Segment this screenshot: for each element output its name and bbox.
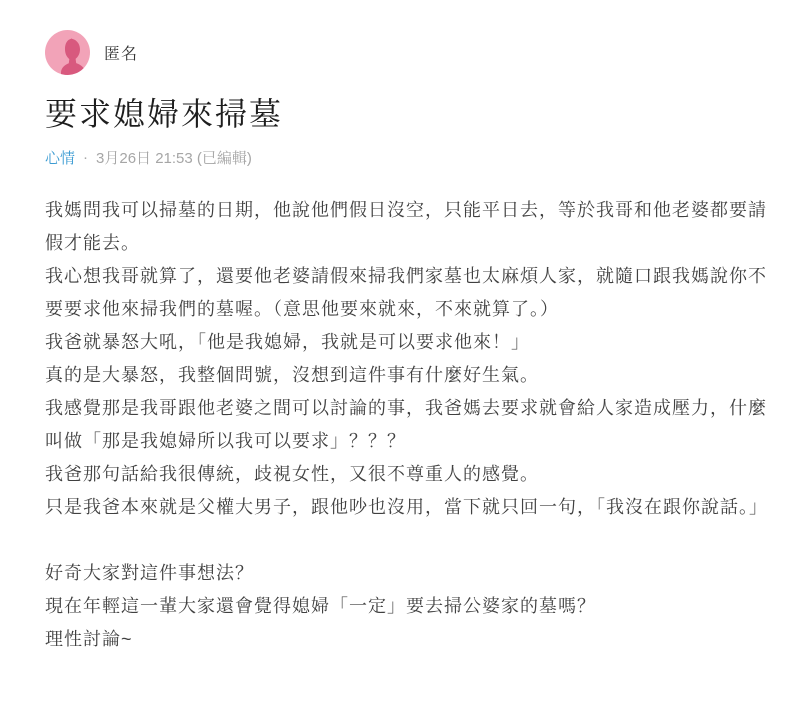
body-paragraph: 理性討論~ [45, 629, 133, 649]
body-paragraph: 我爸就暴怒大吼，「他是我媳婦，我就是可以要求他來！」 [45, 332, 530, 352]
body-paragraph: 只是我爸本來就是父權大男子，跟他吵也沒用，當下就只回一句，「我沒在跟你說話。」 [45, 497, 768, 517]
body-paragraph: 我媽問我可以掃墓的日期，他說他們假日沒空，只能平日去，等於我哥和他老婆都要請假才能去。 [45, 200, 767, 253]
body-paragraph: 好奇大家對這件事想法？ [45, 563, 254, 583]
anonymous-avatar [45, 30, 90, 75]
body-paragraph: 真的是大暴怒，我整個問號，沒想到這件事有什麼好生氣。 [45, 365, 539, 385]
topic-link[interactable]: 心情 [45, 150, 76, 167]
author-row[interactable] [45, 30, 770, 75]
body-paragraph: 我心想我哥就算了，還要他老婆請假來掃我們家墓也太麻煩人家，就隨口跟我媽說你不要要求他來掃我們的墓喔。（意思他要來就來，不來就算了。） [45, 266, 767, 319]
meta-separator: · [83, 149, 89, 166]
post-body [45, 194, 770, 656]
body-paragraph: 現在年輕這一輩大家還會覺得媳婦「一定」要去掃公婆家的墓嗎？ [45, 596, 596, 616]
post-timestamp: 3月26日 21:53 (已編輯) [96, 150, 252, 167]
person-silhouette-icon [45, 30, 90, 75]
author-name: 匿名 [104, 46, 139, 63]
post-meta [45, 147, 770, 168]
post-title: 要求媳婦來掃墓 [45, 96, 284, 132]
body-paragraph [45, 524, 770, 557]
body-paragraph: 我感覺那是我哥跟他老婆之間可以討論的事，我爸媽去要求就會給人家造成壓力，什麼叫做「那是我媳婦所以我可以要求」？？？ [45, 398, 767, 451]
body-paragraph: 我爸那句話給我很傳統，歧視女性，又很不尊重人的感覺。 [45, 464, 539, 484]
